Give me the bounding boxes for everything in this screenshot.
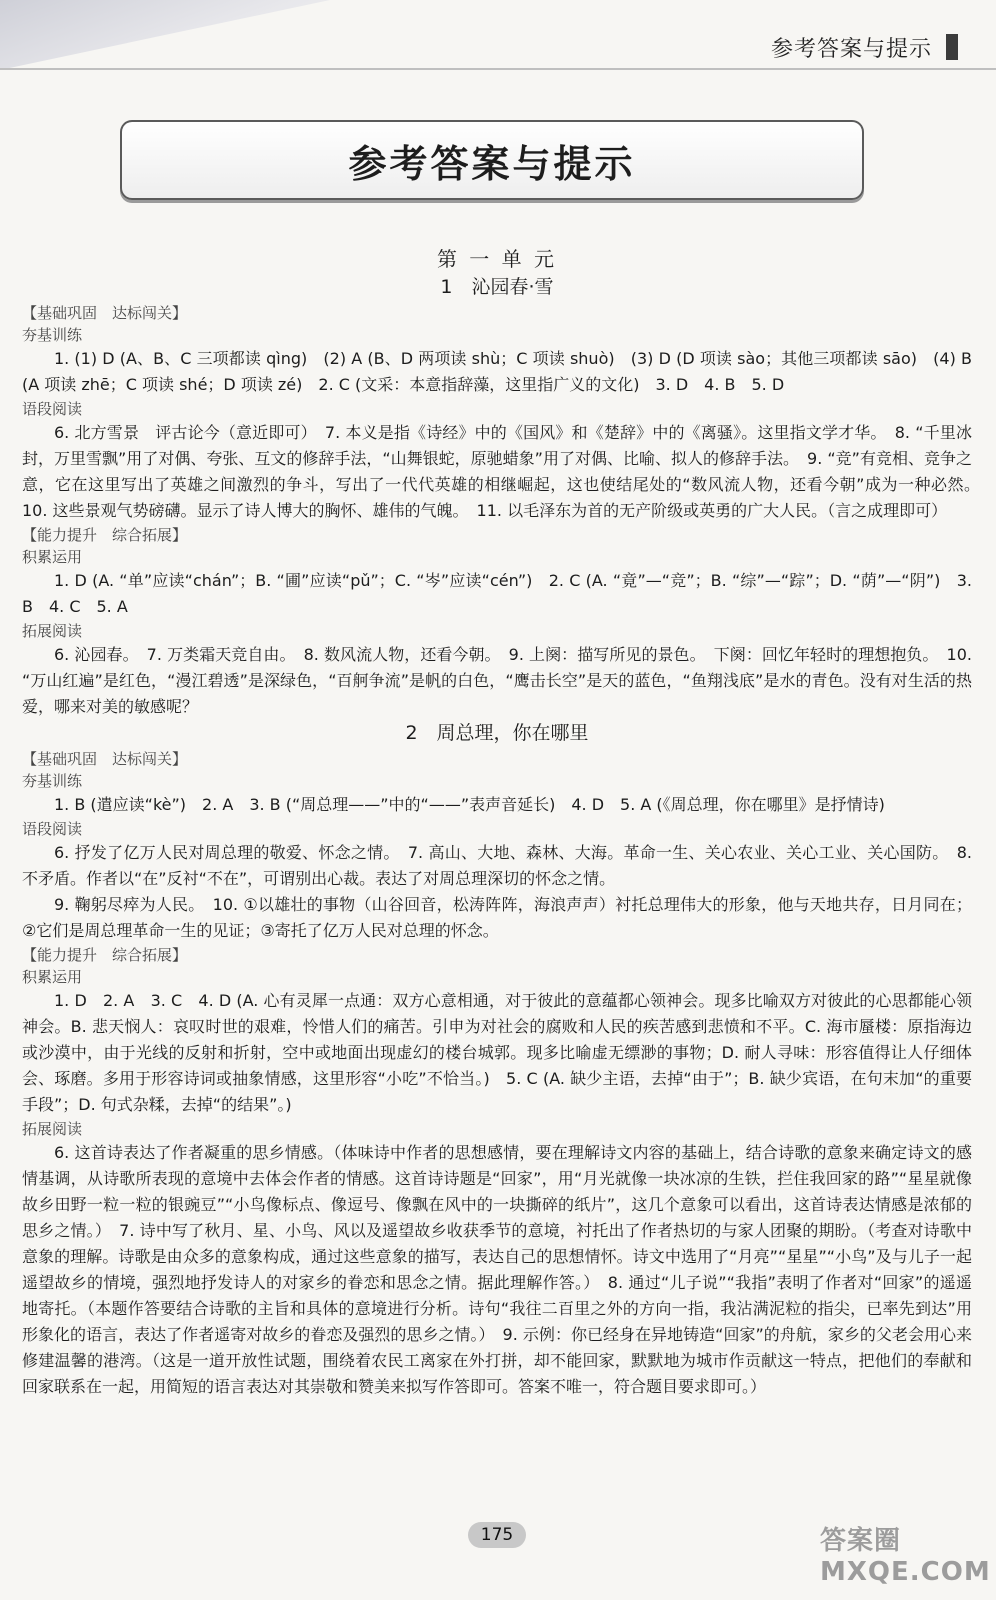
section-heading: 【基础巩固 达标闯关】: [22, 750, 188, 768]
section-heading: 【基础巩固 达标闯关】: [22, 304, 188, 322]
header-decoration: [0, 0, 330, 70]
answer-paragraph: 6. 北方雪景 评古论今（意近即可） 7. 本义是指《诗经》中的《国风》和《楚辞》中的《离骚》。这里指文学才华。 8. “千里冰封，万里雪飘”用了对偶、夸张、互文的修辞手法，“山舞银蛇，原驰蜡象”用了对偶、比喻、拟人的修辞手法。 9. “竞”有竞相、竞争之意，它在这里写出了英雄之间激烈的争斗，写出了一代代英雄的相继崛起，这也使结尾处的“数风流人物，还看今朝”成为一种必然。 10. 这些景观气势磅礴。显示了诗人博大的胸怀、雄伟的气魄。 11. 以毛泽东为首的无产阶级或英勇的广大人民。（言之成理即可）: [22, 423, 989, 520]
answer-paragraph: 6. 抒发了亿万人民对周总理的敬爱、怀念之情。 7. 高山、大地、森林、大海。革命一生、关心农业、关心工业、关心国防。 8. 不矛盾。作者以“在”反衬“不在”，可谓别出心裁。表达了对周总理深切的怀念之情。: [22, 843, 972, 888]
unit-title: 第 一 单 元: [436, 247, 558, 271]
page-title-box: [120, 120, 864, 200]
section-heading: 【能力提升 综合拓展】: [22, 946, 188, 964]
subsection-heading: 积累运用: [22, 968, 83, 986]
watermark-logo: 答案圈 MXQE.COM: [820, 1526, 991, 1587]
answer-paragraph: 1. D (A. “单”应读“chán”；B. “圃”应读“pǔ”；C. “岑”应读“cén”) 2. C (A. “竟”—“竞”；B. “综”—“踪”；D. “荫”—“阴”) 3. B 4. C 5. A: [22, 571, 972, 616]
subsection-heading: 积累运用: [22, 548, 83, 566]
subsection-heading: 夯基训练: [22, 772, 83, 790]
subsection-heading: 拓展阅读: [22, 1120, 83, 1138]
answer-paragraph: 6. 这首诗表达了作者凝重的思乡情感。（体味诗中作者的思想感情，要在理解诗文内容的基础上，结合诗歌的意象来确定诗文的感情基调，从诗歌所表现的意境中去体会作者的情感。这首诗诗题是“回家”，用“月光就像一块冰凉的生铁，拦住我回家的路”“星星就像故乡田野一粒一粒的银豌豆”“小鸟像标点、像逗号、像飘在风中的一块撕碎的纸片”，这几个意象可以看出，这首诗表达情感是浓郁的思乡之情。） 7. 诗中写了秋月、星、小鸟、风以及遥望故乡收获季节的意境，衬托出了作者热切的与家人团聚的期盼。（考查对诗歌中意象的理解。诗歌是由众多的意象构成，通过这些意象的描写，表达自己的思想情怀。诗文中选用了“月亮”“星星”“小鸟”及与儿子一起遥望故乡的情境，强烈地抒发诗人的对家乡的眷恋和思念之情。据此理解作答。） 8. 通过“儿子说”“我指”表明了作者对“回家”的遥遥地寄托。（本题作答要结合诗歌的主旨和具体的意境进行分析。诗句“我往二百里之外的方向一指，我沾满泥粒的指尖，已率先到达”用形象化的语言，表达了作者遥寄对故乡的眷恋及强烈的思乡之情。） 9. 示例：你已经身在异地铸造“回家”的舟航，家乡的父老会用心来修建温馨的港湾。（这是一道开放性试题，围绕着农民工离家在外打拼，却不能回家，默默地为城市作贡献这一特点，把他们的奉献和回家联系在一起，用简短的语言表达对其崇敬和赞美来拟写作答即可。答案不唯一，符合题目要求即可。）: [22, 1143, 972, 1396]
answer-paragraph: 6. 沁园春。 7. 万类霜天竞自由。 8. 数风流人物，还看今朝。 9. 上阕：描写所见的景色。 下阕：回忆年轻时的理想抱负。 10. “万山红遍”是红色，“漫江碧透”是深绿色，“百舸争流”是帆的白色，“鹰击长空”是天的蓝色，“鱼翔浅底”是水的青色。没有对生活的热爱，哪来对美的敏感呢？: [22, 645, 972, 716]
header-bar-mark: [946, 34, 958, 60]
header-divider: [0, 68, 996, 70]
subsection-heading: 拓展阅读: [22, 622, 83, 640]
subsection-heading: 语段阅读: [22, 400, 83, 418]
answer-paragraph: 1. B (遣应读“kè”) 2. A 3. B (“周总理——”中的“——”表声音延长) 4. D 5. A (《周总理，你在哪里》是抒情诗): [54, 795, 885, 814]
running-header: 参考答案与提示: [770, 37, 932, 62]
answer-paragraph: 1. D 2. A 3. C 4. D (A. 心有灵犀一点通：双方心意相通，对于彼此的意蕴都心领神会。现多比喻双方对彼此的心思都能心领神会。B. 悲天悯人：哀叹时世的艰难，怜惜人们的痛苦。引申为对社会的腐败和人民的疾苦感到悲愤和不平。C. 海市蜃楼：原指海边或沙漠中，由于光线的反射和折射，空中或地面出现虚幻的楼台城郭。现多比喻虚无缥渺的事物；D. 耐人寻味：形容值得让人仔细体会、琢磨。多用于形容诗词或抽象情感，这里形容“小吃”不恰当。) 5. C (A. 缺少主语，去掉“由于”；B. 缺少宾语，在句末加“的重要手段”；D. 句式杂糅，去掉“的结果”。): [22, 991, 972, 1114]
lesson-title: 2 周总理，你在哪里: [405, 722, 589, 744]
page-title: 参考答案与提示: [348, 140, 636, 186]
answer-paragraph: 9. 鞠躬尽瘁为人民。 10. ①以雄壮的事物（山谷回音，松涛阵阵，海浪声声）衬托总理伟大的形象，他与天地共存，日月同在；②它们是周总理革命一生的见证；③寄托了亿万人民对总理的怀念。: [22, 895, 972, 940]
section-heading: 【能力提升 综合拓展】: [22, 526, 188, 544]
subsection-heading: 夯基训练: [22, 326, 83, 344]
page-number: 175: [468, 1522, 526, 1548]
lesson-title: 1 沁园春·雪: [440, 276, 554, 298]
subsection-heading: 语段阅读: [22, 820, 83, 838]
answer-paragraph: 1. (1) D (A、B、C 三项都读 qìng) (2) A (B、D 两项读 shù；C 项读 shuò) (3) D (D 项读 sào；其他三项都读 sāo) (4) B (A 项读 zhē；C 项读 shé；D 项读 zé) 2. C (文采：本意指辞藻，这里指广义的文化) 3. D 4. B 5. D: [22, 349, 972, 394]
answer-content: [22, 246, 989, 1400]
